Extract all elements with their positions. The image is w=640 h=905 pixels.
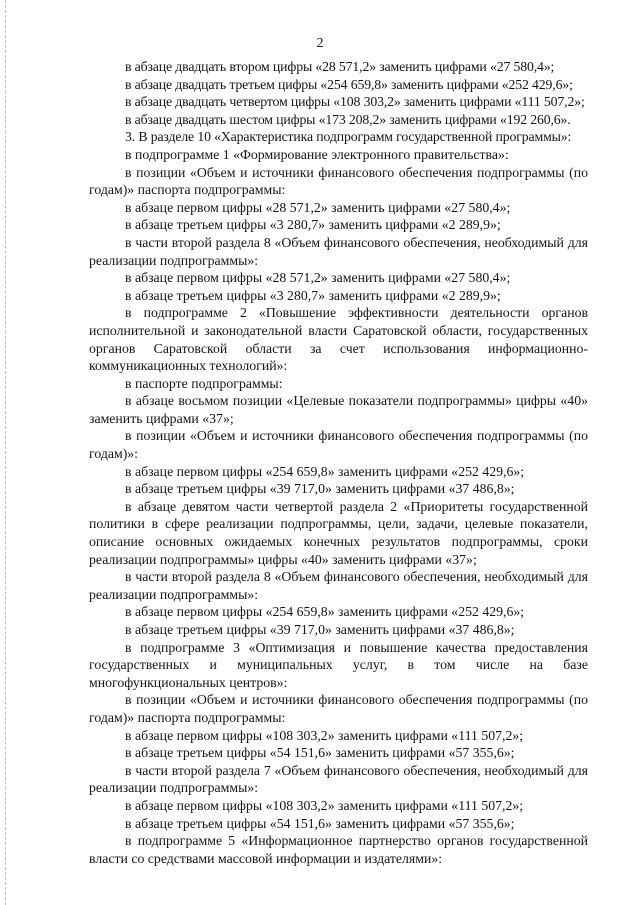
scan-edge-line	[5, 0, 6, 905]
paragraph: в абзаце первом цифры «108 303,2» заменить цифрами «111 507,2»;	[125, 727, 524, 743]
paragraph: в подпрограмме 1 «Формирование электронного правительства»:	[125, 146, 509, 162]
paragraph: в подпрограмме 5 «Информационное партнерство органов государственной власти со средствами массовой информации и издателями»:	[89, 833, 588, 866]
paragraph: в позиции «Объем и источники финансового обеспечения подпрограммы (по годам)» паспорта подпрограммы:	[89, 692, 588, 725]
paragraph: в абзаце третьем цифры «39 717,0» заменить цифрами «37 486,8»;	[125, 622, 515, 637]
paragraph: в абзаце девятом части четвертой раздела 2 «Приоритеты государственной политики в сфере реализации подпрограммы, цели, задачи, целевые показатели, описание основных ожидаемых конечных результатов подпрограммы, сроки реализации подпрограммы» цифры «40» заменить цифрами «37»;	[89, 498, 588, 567]
paragraph: в абзаце третьем цифры «39 717,0» заменить цифрами «37 486,8»;	[125, 481, 515, 497]
paragraph: в абзаце двадцать четвертом цифры «108 303,2» заменить цифрами «111 507,2»;	[125, 94, 585, 110]
paragraph: в позиции «Объем и источники финансового обеспечения подпрограммы (по годам)»:	[89, 428, 588, 462]
paragraph: в абзаце третьем цифры «54 151,6» заменить цифрами «57 355,6»;	[125, 815, 515, 831]
paragraph: в подпрограмме 3 «Оптимизация и повышение качества предоставления государственных и муниципальных услуг, в том числе на базе многофункциональных центров»:	[89, 639, 588, 690]
paragraph: в подпрограмме 2 «Повышение эффективности деятельности органов исполнительной и законодательной власти Саратовской области, государственных органов Саратовской области за счет использования информационно-коммуникационных технологий»:	[89, 305, 588, 374]
paragraph: в абзаце первом цифры «28 571,2» заменить цифрами «27 580,4»;	[125, 199, 511, 215]
paragraph: в части второй раздела 8 «Объем финансового обеспечения, необходимый для реализации подпрограммы»:	[89, 569, 588, 602]
paragraph: 3. В разделе 10 «Характеристика подпрограмм государственной программы»:	[125, 129, 572, 145]
document-body	[89, 58, 588, 867]
paragraph: в части второй раздела 7 «Объем финансового обеспечения, необходимый для реализации подпрограммы»:	[89, 762, 588, 796]
paragraph: в абзаце третьем цифры «54 151,6» заменить цифрами «57 355,6»;	[125, 745, 515, 761]
paragraph: в части второй раздела 8 «Объем финансового обеспечения, необходимый для реализации подпрограммы»:	[89, 234, 588, 268]
paragraph: в позиции «Объем и источники финансового обеспечения подпрограммы (по годам)» паспорта подпрограммы:	[89, 164, 588, 198]
paragraph: в абзаце первом цифры «254 659,8» заменить цифрами «252 429,6»;	[125, 604, 525, 620]
paragraph: в абзаце двадцать третьем цифры «254 659,8» заменить цифрами «252 429,6»;	[125, 76, 573, 92]
paragraph: в абзаце первом цифры «108 303,2» заменить цифрами «111 507,2»;	[125, 797, 524, 813]
paragraph: в абзаце третьем цифры «3 280,7» заменить цифрами «2 289,9»;	[125, 287, 501, 303]
paragraph: в паспорте подпрограммы:	[125, 375, 283, 391]
paragraph: в абзаце восьмом позиции «Целевые показатели подпрограммы» цифры «40» заменить цифрами «37»;	[89, 393, 588, 426]
paragraph: в абзаце третьем цифры «3 280,7» заменить цифрами «2 289,9»;	[125, 217, 501, 233]
paragraph: в абзаце двадцать втором цифры «28 571,2» заменить цифрами «27 580,4»;	[125, 59, 555, 74]
paragraph: в абзаце первом цифры «28 571,2» заменить цифрами «27 580,4»;	[125, 270, 511, 286]
page-number: 2	[316, 36, 324, 51]
paragraph: в абзаце двадцать шестом цифры «173 208,2» заменить цифрами «192 260,6».	[125, 111, 571, 127]
paragraph: в абзаце первом цифры «254 659,8» заменить цифрами «252 429,6»;	[125, 463, 525, 479]
